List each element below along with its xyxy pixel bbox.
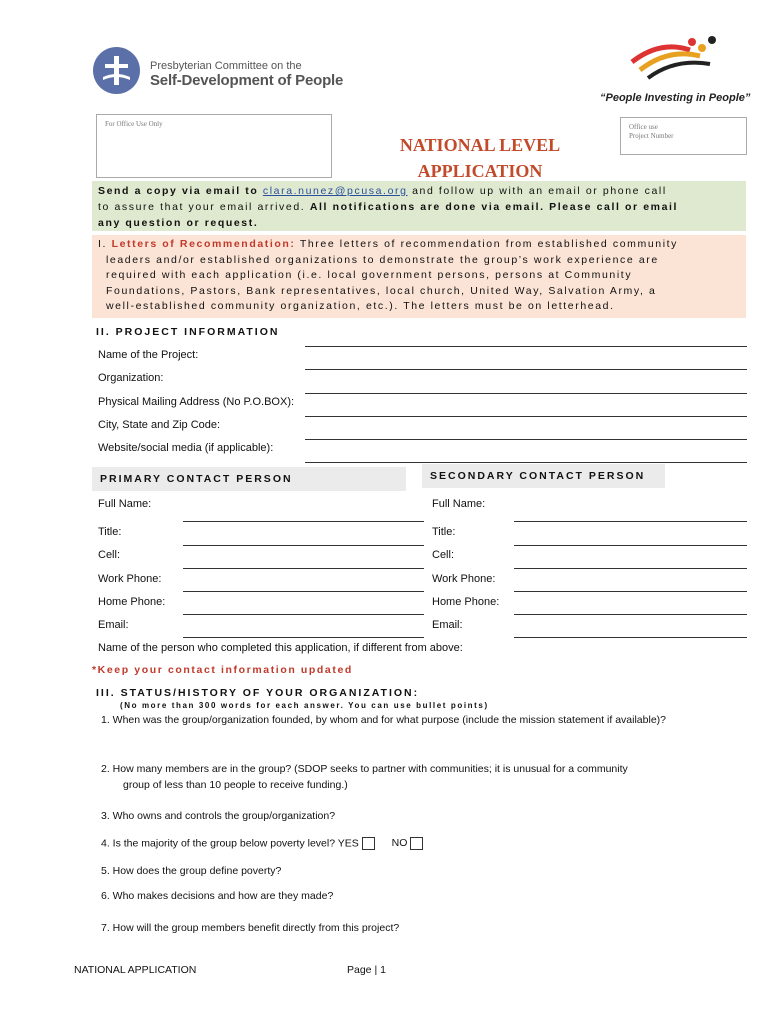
project-name-label: Name of the Project:: [98, 349, 199, 361]
secondary-work-phone-field[interactable]: [514, 591, 747, 592]
question-2-cont: group of less than 10 people to receive funding.): [123, 779, 348, 791]
organization-label: Organization:: [98, 372, 164, 384]
letters-heading: Letters of Recommendation:: [111, 238, 296, 250]
primary-full-name-field[interactable]: [183, 521, 424, 522]
letters-section: I. Letters of Recommendation: Three letters of recommendation from established community leaders and/or established organizations to demonstrate the group’s work experience are required with each application (i.e. local government persons, persons at Community Foundations, Pastors, Bank representatives, local church, United Way, Salvation Army, a well-established community organization, etc.). The letters must be on letterhead.: [92, 235, 746, 318]
project-info-heading: II. PROJECT INFORMATION: [96, 326, 280, 338]
org-name-line2: Self-Development of People: [150, 72, 344, 89]
secondary-cell-label: Cell:: [432, 549, 455, 561]
project-number-box: [620, 117, 747, 155]
organization-field[interactable]: [305, 369, 747, 370]
project-name-field[interactable]: [305, 346, 747, 347]
secondary-title-label: Title:: [432, 526, 456, 538]
secondary-work-phone-label: Work Phone:: [432, 573, 496, 585]
secondary-cell-field[interactable]: [514, 568, 747, 569]
completed-by-label: Name of the person who completed this application, if different from above:: [98, 642, 463, 654]
sdop-logo: [93, 47, 140, 94]
office-use-label: For Office Use Only: [105, 120, 163, 128]
secondary-title-field[interactable]: [514, 545, 747, 546]
secondary-email-label: Email:: [432, 619, 463, 631]
primary-cell-field[interactable]: [183, 568, 424, 569]
primary-email-label: Email:: [98, 619, 129, 631]
yes-checkbox[interactable]: [362, 837, 375, 850]
website-field[interactable]: [305, 439, 747, 440]
primary-full-name-label: Full Name:: [98, 498, 152, 510]
office-label-1: Office use: [629, 123, 658, 131]
website-label: Website/social media (if applicable):: [98, 442, 274, 454]
primary-cell-label: Cell:: [98, 549, 121, 561]
primary-email-field[interactable]: [183, 637, 424, 638]
org-name-line1: Presbyterian Committee on the: [150, 60, 302, 72]
secondary-home-phone-field[interactable]: [514, 614, 747, 615]
keep-updated-note: *Keep your contact information updated: [92, 664, 353, 676]
city-state-zip-label: City, State and Zip Code:: [98, 419, 221, 431]
question-6: 6. Who makes decisions and how are they made?: [101, 890, 334, 902]
tagline: “People Investing in People”: [600, 92, 751, 104]
footer-left: NATIONAL APPLICATION: [74, 964, 197, 976]
secondary-contact-band: [422, 464, 665, 488]
secondary-contact-heading: SECONDARY CONTACT PERSON: [430, 470, 646, 482]
people-logo: [630, 30, 720, 93]
secondary-full-name-field[interactable]: [514, 521, 747, 522]
website-field-line2[interactable]: [305, 462, 747, 463]
primary-work-phone-label: Work Phone:: [98, 573, 162, 585]
page-number: Page | 1: [347, 964, 386, 976]
mailing-address-label: Physical Mailing Address (No P.O.BOX):: [98, 396, 295, 408]
city-state-zip-field[interactable]: [305, 416, 747, 417]
question-1: 1. When was the group/organization founded, by whom and for what purpose (include the mission statement if available)?: [101, 714, 666, 726]
office-label-2: Project Number: [629, 132, 674, 140]
question-5: 5. How does the group define poverty?: [101, 865, 282, 877]
primary-title-field[interactable]: [183, 545, 424, 546]
primary-home-phone-field[interactable]: [183, 614, 424, 615]
secondary-full-name-label: Full Name:: [432, 498, 486, 510]
primary-contact-heading: PRIMARY CONTACT PERSON: [100, 473, 293, 485]
question-7: 7. How will the group members benefit directly from this project?: [101, 922, 400, 934]
question-3: 3. Who owns and controls the group/organization?: [101, 810, 336, 822]
secondary-email-field[interactable]: [514, 637, 747, 638]
status-heading: III. STATUS/HISTORY OF YOUR ORGANIZATION:: [96, 687, 420, 699]
question-2: 2. How many members are in the group? (SDOP seeks to partner with communities; it is unusual for a community: [101, 763, 628, 775]
primary-work-phone-field[interactable]: [183, 591, 424, 592]
contact-email-link[interactable]: clara.nunez@pcusa.org: [262, 185, 408, 197]
primary-home-phone-label: Home Phone:: [98, 596, 166, 608]
secondary-home-phone-label: Home Phone:: [432, 596, 500, 608]
primary-title-label: Title:: [98, 526, 122, 538]
status-subheading: (No more than 300 words for each answer. You can use bullet points): [120, 701, 489, 710]
page-title: NATIONAL LEVEL APPLICATION: [399, 135, 561, 181]
email-notice: Send a copy via email to clara.nunez@pcusa.org and follow up with an email or phone call to assure that your email arrived. All notifications are done via email. Please call or email any question or request.: [92, 181, 746, 231]
question-4: 4. Is the majority of the group below poverty level? YES NO: [101, 837, 423, 850]
mailing-address-field[interactable]: [305, 393, 747, 394]
office-use-box: [96, 114, 332, 178]
primary-contact-band: [92, 467, 406, 491]
no-checkbox[interactable]: [410, 837, 423, 850]
